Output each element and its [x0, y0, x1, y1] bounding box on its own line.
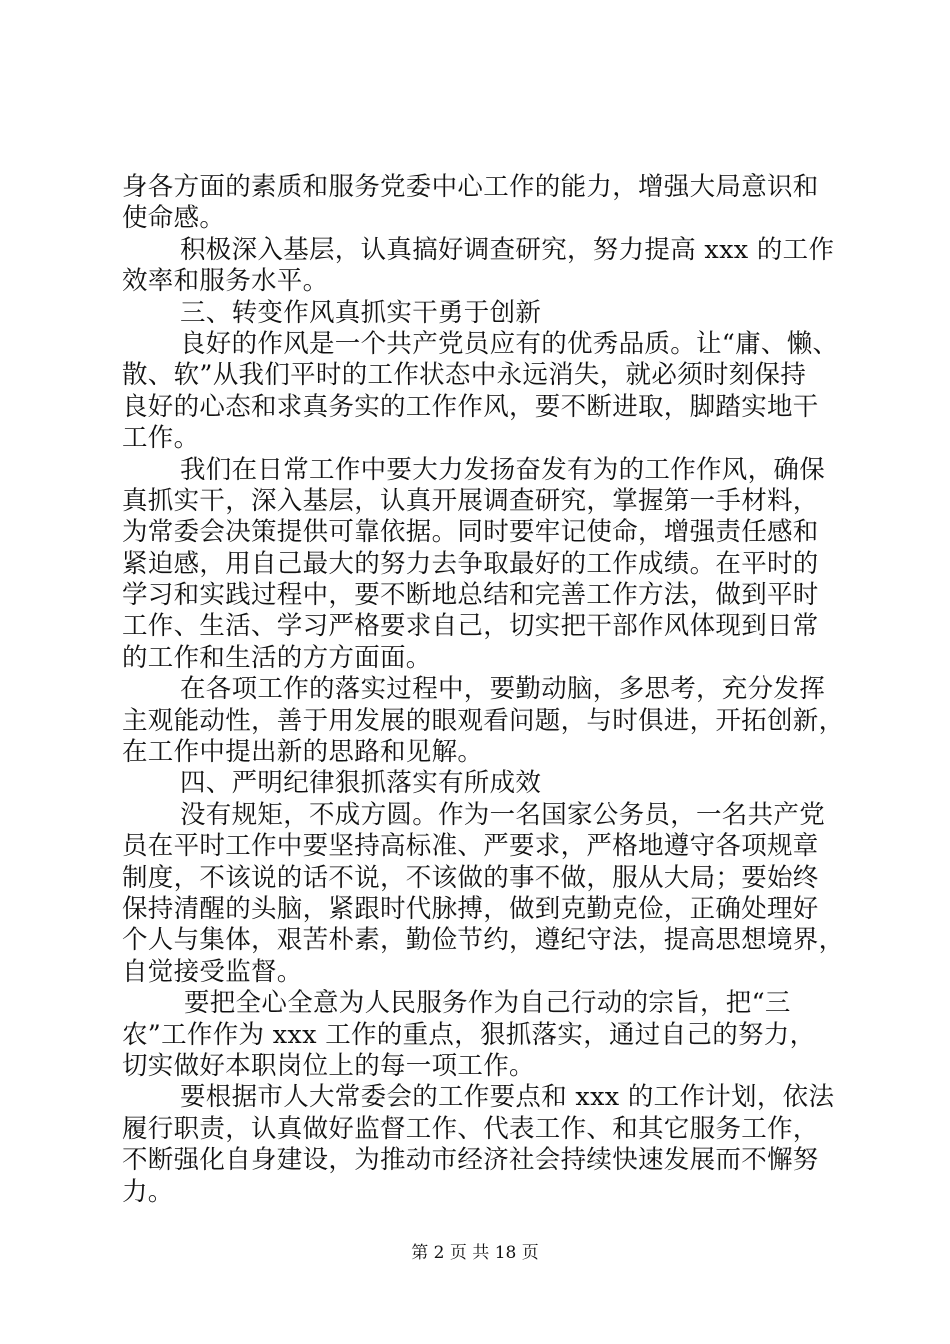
text-line: 个人与集体，艰苦朴素，勤俭节约，遵纪守法，提高思想境界，: [122, 925, 845, 956]
section-heading: 三、转变作风真抓实干勇于创新: [180, 297, 542, 328]
text-line: 散、软”从我们平时的工作状态中永远消失，就必须时刻保持: [122, 360, 807, 391]
text-line: 主观能动性，善于用发展的眼观看问题，与时俱进，开拓创新，: [122, 705, 845, 736]
text-line: 保持清醒的头脑，紧跟时代脉搏，做到克勤克俭，正确处理好: [122, 893, 819, 924]
paragraph-start: 良好的作风是一个共产党员应有的优秀品质。让“庸、懒、: [180, 328, 839, 359]
text-line: 良好的心态和求真务实的工作作风，要不断进取，脚踏实地干: [122, 391, 819, 422]
text-line: 使命感。: [122, 203, 226, 234]
text-line: 身各方面的素质和服务党委中心工作的能力，增强大局意识和: [122, 172, 819, 202]
text-line: 切实做好本职岗位上的每一项工作。: [122, 1050, 535, 1081]
page-footer: 第 2 页 共 18 页: [411, 1243, 539, 1263]
text-line: 效率和服务水平。: [122, 266, 329, 297]
paragraph-start: 要根据市人大常委会的工作要点和 xxx 的工作计划，依法: [180, 1082, 835, 1113]
text-line: 履行职责，认真做好监督工作、代表工作、和其它服务工作，: [122, 1113, 819, 1144]
text-line: 农”工作作为 xxx 工作的重点，狠抓落实，通过自己的努力，: [122, 1019, 816, 1050]
text-line: 学习和实践过程中，要不断地总结和完善工作方法，做到平时: [122, 580, 819, 611]
text-line: 工作。: [122, 423, 200, 454]
text-line: 员在平时工作中要坚持高标准、严要求，严格地遵守各项规章: [122, 831, 819, 862]
paragraph-start: 没有规矩，不成方圆。作为一名国家公务员，一名共产党: [180, 799, 826, 830]
paragraph-start: 要把全心全意为人民服务作为自己行动的宗旨，把“三: [184, 988, 791, 1019]
text-line: 为常委会决策提供可靠依据。同时要牢记使命，增强责任感和: [122, 517, 819, 548]
paragraph-start: 我们在日常工作中要大力发扬奋发有为的工作作风，确保: [180, 454, 826, 485]
text-line: 不断强化自身建设，为推动市经济社会持续快速发展而不懈努: [122, 1145, 819, 1176]
text-line: 制度，不该说的话不说，不该做的事不做，服从大局；要始终: [122, 862, 819, 893]
text-line: 自觉接受监督。: [122, 956, 303, 987]
text-line: 在工作中提出新的思路和见解。: [122, 737, 484, 768]
text-line: 真抓实干，深入基层，认真开展调查研究，掌握第一手材料，: [122, 485, 819, 516]
text-line: 工作、生活、学习严格要求自己，切实把干部作风体现到日常: [122, 611, 819, 642]
paragraph-start: 积极深入基层，认真搞好调查研究，努力提高 xxx 的工作: [180, 234, 835, 265]
paragraph-start: 在各项工作的落实过程中，要勤动脑，多思考，充分发挥: [180, 674, 826, 705]
text-line: 的工作和生活的方方面面。: [122, 642, 432, 673]
text-line: 紧迫感，用自己最大的努力去争取最好的工作成绩。在平时的: [122, 548, 819, 579]
text-line: 力。: [122, 1176, 174, 1207]
document-body: [122, 172, 845, 1208]
section-heading: 四、严明纪律狠抓落实有所成效: [180, 768, 542, 799]
